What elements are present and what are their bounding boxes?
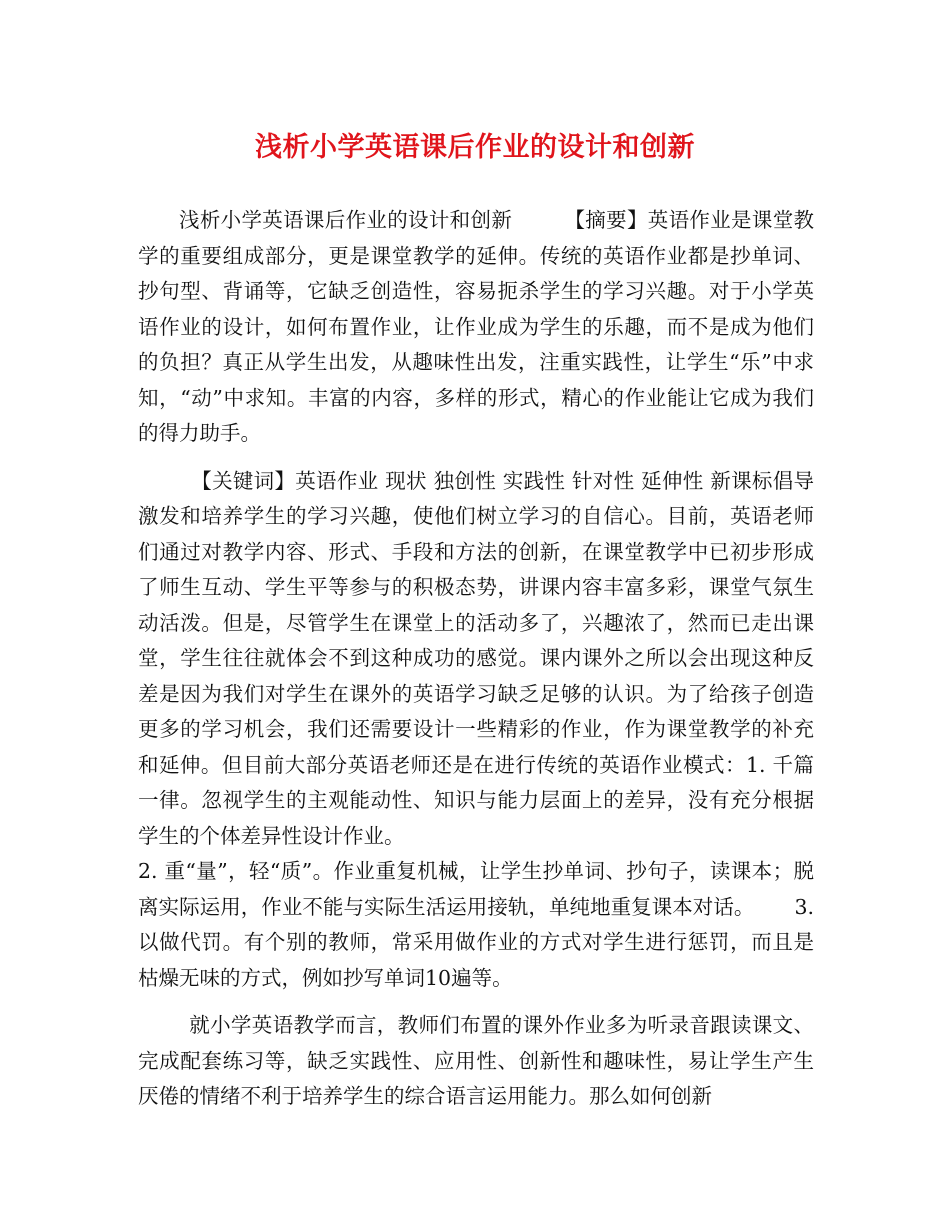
keywords-paragraph [138,464,814,855]
keywords-label: 【关键词】 [191,468,296,493]
document-body [138,203,814,1115]
document-title: 浅析小学英语课后作业的设计和创新 [255,132,695,163]
abstract-label: 【摘要】 [564,208,648,232]
point-two-text: 2. 重“量”，轻“质”。作业重复机械，让学生抄单词、抄句子，读课本；脱离实际运用，作业不能与实际生活运用接轨，单纯地重复课本对话。 [138,859,814,919]
last-paragraph: 就小学英语教学而言，教师们布置的课外作业多为听录音跟读课文、完成配套练习等，缺乏实践性、应用性、创新性和趣味性，易让学生产生厌倦的情绪不利于培养学生的综合语言运用能力。那么如何创新 [138,1013,814,1108]
abstract-paragraph [138,203,814,452]
abstract-text: 英语作业是课堂教学的重要组成部分，更是课堂教学的延伸。传统的英语作业都是抄单词、抄句型、背诵等，它缺乏创造性，容易扼杀学生的学习兴趣。对于小学英语作业的设计，如何布置作业，让作业成为学生的乐趣，而不是成为他们的负担？真正从学生出发，从趣味性出发，注重实践性，让学生“乐”中求知，“动”中求知。丰富的内容，多样的形式，精心的作业能让它成为我们的得力助手。 [138,208,815,445]
point-two-paragraph [138,854,814,996]
keywords-text: 英语作业 现状 独创性 实践性 针对性 延伸性 新课标倡导激发和培养学生的学习兴趣，使他们树立学习的自信心。目前，英语老师们通过对教学内容、形式、手段和方法的创新，在课堂教学中已初步形成了师生互动、学生平等参与的积极态势，讲课内容丰富多彩，课堂气氛生动活泼。但是，尽管学生在课堂上的活动多了，兴趣浓了，然而已走出课堂，学生往往就体会不到这种成功的感觉。课内课外之所以会出现这种反差是因为我们对学生在课外的英语学习缺乏足够的认识。为了给孩子创造更多的学习机会，我们还需要设计一些精彩的作业，作为课堂教学的补充和延伸。但目前大部分英语老师还是在进行传统的英语作业模式：1. 千篇一律。忽视学生的主观能动性、知识与能力层面上的差异，没有充分根据学生的个体差异性设计作业。 [138,468,815,848]
point-three-text: 3. 以做代罚。有个别的教师，常采用做作业的方式对学生进行惩罚，而且是枯燥无味的方式，例如抄写单词10遍等。 [138,894,814,990]
intro-heading: 浅析小学英语课后作业的设计和创新 [179,208,513,232]
